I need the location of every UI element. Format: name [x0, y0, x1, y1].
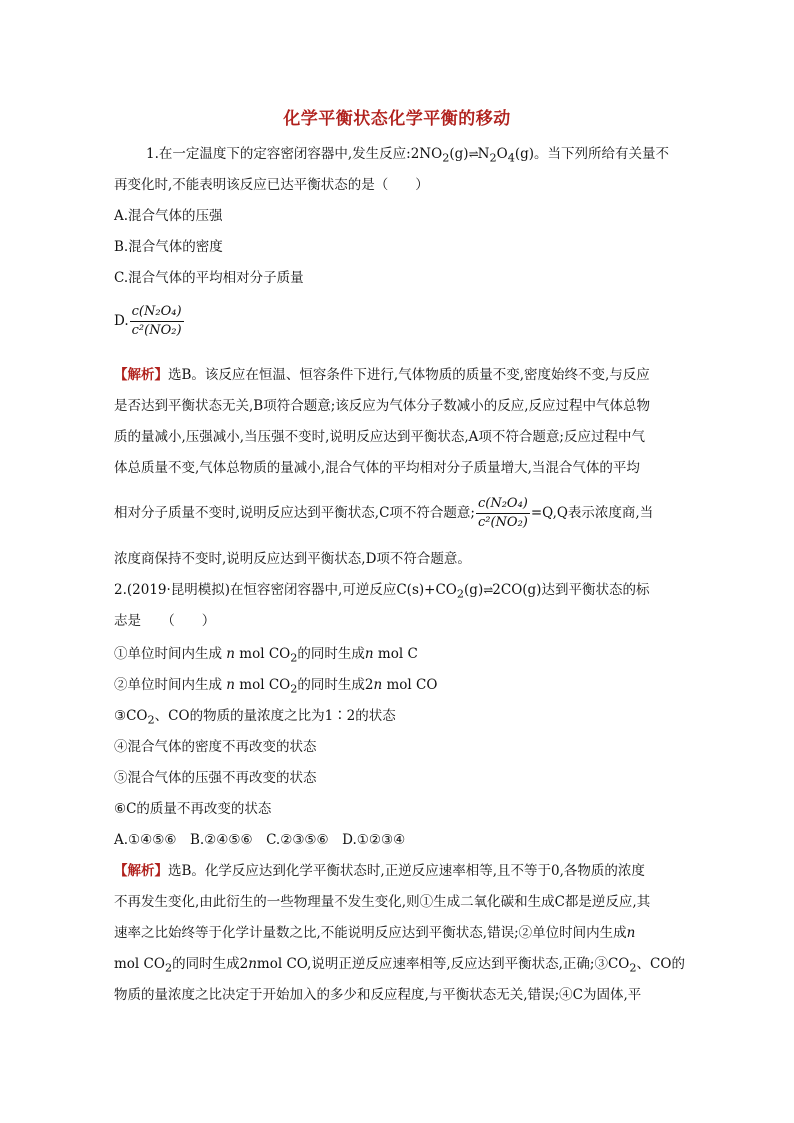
q2-item-2: ②单位时间内生成 n mol $CO_2$的同时生成2n mol CO — [114, 677, 438, 696]
q1-stem-line1: 1.在一定温度下的定容密闭容器中,发生反应$:2NO_2(g)\rightleftharpoons N_2O_4(g)$。当下列所给有关量不 — [146, 146, 670, 165]
a1-line6: 浓度商保持不变时,说明反应达到平衡状态,D项不符合题意。 — [114, 551, 471, 567]
a2-line2: 不再发生变化,由此衍生的一些物理量不发生变化,则①生成二氧化碳和生成C都是逆反应,其 — [114, 894, 651, 910]
equilibrium-arrow-icon: ⇌ — [483, 583, 493, 597]
fraction: $\frac{\text{c(N₂O₄)}}{\text{c²(NO₂)}}$ — [131, 304, 182, 338]
a2-line5: 物质的量浓度之比决定于开始加入的多少和反应程度,与平衡状态无关,错误;④C为固体,平 — [114, 987, 642, 1003]
q2-item-5: ⑤混合气体的压强不再改变的状态 — [114, 770, 317, 786]
a1-line3: 质的量减小,压强减小,当压强不变时,说明反应达到平衡状态,A项不符合题意;反应过程中气 — [114, 429, 645, 445]
q2-stem-line1: 2.(2019·昆明模拟)在恒容密闭容器中,可逆反应$C(s)+CO_2(g)\rightleftharpoons 2CO(g)$达到平衡状态的标 — [114, 582, 650, 601]
q2-item-4: ④混合气体的密度不再改变的状态 — [114, 739, 317, 755]
q1-stem-line2: 再变化时,不能表明该反应已达平衡状态的是（ ） — [114, 177, 429, 193]
q2-item-1: ①单位时间内生成 n mol $CO_2$的同时生成n mol C — [114, 646, 418, 665]
q2-options: A.①④⑤⑥ B.②④⑤⑥ C.②③⑤⑥ D.①②③④ — [114, 832, 406, 848]
fraction: $\frac{\text{c(N₂O₄)}}{\text{c²(NO₂)}}$ — [477, 496, 528, 530]
q1-option-c: C.混合气体的平均相对分子质量 — [114, 270, 304, 286]
a2-line4: mol $CO_2$的同时生成2nmol CO,说明正逆反应速率相等,反应达到平衡状态,正确$;③CO_2$、CO的 — [114, 956, 685, 975]
q1-option-a: A.混合气体的压强 — [114, 208, 223, 224]
a2-line3: 速率之比始终等于化学计量数之比,不能说明反应达到平衡状态,错误;②单位时间内生成n — [114, 925, 636, 941]
a2-line1: 【解析】选B。化学反应达到化学平衡状态时,正逆反应速率相等,且不等于0,各物质的浓度 — [114, 863, 645, 879]
q2-item-3: $③CO_2$、CO的物质的量浓度之比为1∶2的状态 — [114, 708, 396, 727]
page-title: 化学平衡状态化学平衡的移动 — [283, 109, 511, 129]
equilibrium-arrow-icon: ⇌ — [468, 147, 478, 161]
q1-option-d: D. $\frac{\text{c(N₂O₄)}}{\text{c²(NO₂)}}$ — [114, 304, 182, 338]
a1-line4: 体总质量不变,气体总物质的量减小,混合气体的平均相对分子质量增大,当混合气体的平均 — [114, 460, 640, 476]
q2-stem-line2: 志是 （ ） — [114, 613, 216, 629]
a1-line2: 是否达到平衡状态无关,B项符合题意;该反应为气体分子数减小的反应,反应过程中气体总物 — [114, 398, 651, 414]
q2-item-6: ⑥C的质量不再改变的状态 — [114, 801, 272, 817]
analysis-tag: 【解析】 — [114, 863, 168, 879]
a1-line5: 相对分子质量不变时,说明反应达到平衡状态,C项不符合题意; $\frac{\text{c(N₂O₄)}}{\text{c²(NO₂)}}$ =Q,Q表示浓度商,当 — [114, 496, 654, 530]
q1-option-b: B.混合气体的密度 — [114, 239, 223, 255]
a1-line1: 【解析】选B。该反应在恒温、恒容条件下进行,气体物质的质量不变,密度始终不变,与反应 — [114, 367, 650, 383]
analysis-tag: 【解析】 — [114, 367, 168, 383]
